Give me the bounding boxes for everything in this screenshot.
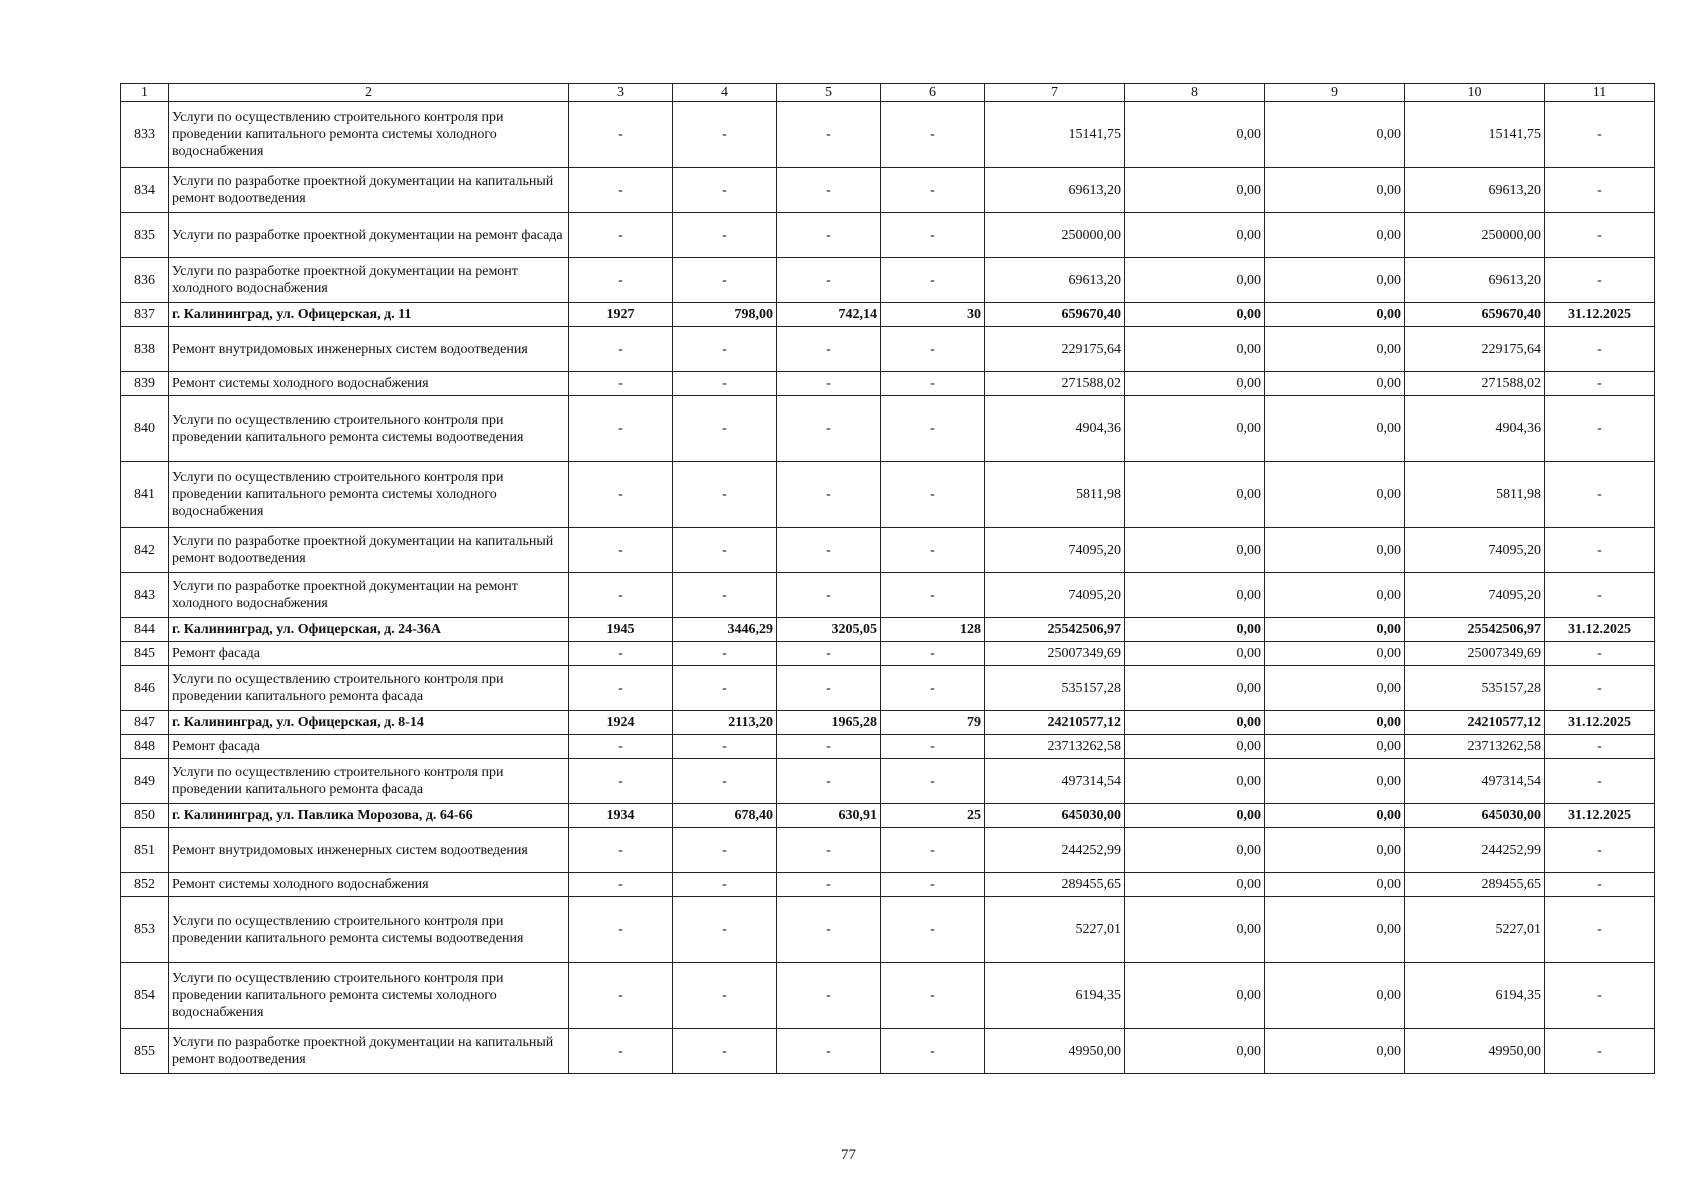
cell-col-6: - <box>881 213 985 258</box>
cell-col-10: 645030,00 <box>1405 804 1545 828</box>
cell-col-8: 0,00 <box>1125 735 1265 759</box>
cell-col-10: 229175,64 <box>1405 327 1545 372</box>
cell-col-11: - <box>1545 327 1655 372</box>
table-row <box>121 735 1655 759</box>
row-number: 839 <box>121 372 169 396</box>
cell-col-7: 289455,65 <box>985 873 1125 897</box>
row-number: 851 <box>121 828 169 873</box>
cell-col-7: 271588,02 <box>985 372 1125 396</box>
row-number: 836 <box>121 258 169 303</box>
cell-col-11: 31.12.2025 <box>1545 303 1655 327</box>
cell-col-4: - <box>673 462 777 528</box>
cell-col-7: 645030,00 <box>985 804 1125 828</box>
cell-col-11: - <box>1545 462 1655 528</box>
cell-col-8: 0,00 <box>1125 258 1265 303</box>
row-number: 852 <box>121 873 169 897</box>
cell-col-7: 74095,20 <box>985 573 1125 618</box>
cell-col-9: 0,00 <box>1265 873 1405 897</box>
cell-col-4: - <box>673 759 777 804</box>
cell-col-10: 5227,01 <box>1405 897 1545 963</box>
column-header: 10 <box>1405 84 1545 102</box>
cell-col-11: - <box>1545 528 1655 573</box>
cell-col-4: - <box>673 963 777 1029</box>
cell-col-9: 0,00 <box>1265 1029 1405 1074</box>
address-row <box>121 804 1655 828</box>
cell-col-10: 244252,99 <box>1405 828 1545 873</box>
table-row <box>121 213 1655 258</box>
cell-col-8: 0,00 <box>1125 963 1265 1029</box>
cell-col-3: - <box>569 735 673 759</box>
work-name: Ремонт системы холодного водоснабжения <box>169 372 569 396</box>
cell-col-4: - <box>673 642 777 666</box>
cell-col-8: 0,00 <box>1125 372 1265 396</box>
table-row <box>121 168 1655 213</box>
cell-col-10: 74095,20 <box>1405 573 1545 618</box>
cell-col-5: - <box>777 963 881 1029</box>
column-header: 8 <box>1125 84 1265 102</box>
cell-col-4: - <box>673 102 777 168</box>
cell-col-7: 15141,75 <box>985 102 1125 168</box>
cell-col-5: - <box>777 213 881 258</box>
address-row <box>121 711 1655 735</box>
cell-col-7: 49950,00 <box>985 1029 1125 1074</box>
cell-col-7: 229175,64 <box>985 327 1125 372</box>
cell-col-5: - <box>777 102 881 168</box>
cell-col-3: - <box>569 897 673 963</box>
cell-col-6: - <box>881 897 985 963</box>
work-name: Услуги по осуществлению строительного контроля при проведении капитального ремонта фасада <box>169 759 569 804</box>
work-name: Ремонт фасада <box>169 735 569 759</box>
cell-col-11: - <box>1545 258 1655 303</box>
cell-col-4: - <box>673 213 777 258</box>
cell-col-6: - <box>881 873 985 897</box>
table-row <box>121 642 1655 666</box>
cell-col-6: - <box>881 528 985 573</box>
cell-col-6: - <box>881 963 985 1029</box>
cell-col-9: 0,00 <box>1265 711 1405 735</box>
table-row <box>121 528 1655 573</box>
cell-col-5: - <box>777 1029 881 1074</box>
cell-col-3: - <box>569 327 673 372</box>
cell-col-9: 0,00 <box>1265 573 1405 618</box>
cell-col-3: - <box>569 963 673 1029</box>
table-row <box>121 873 1655 897</box>
cell-col-11: - <box>1545 666 1655 711</box>
row-number: 846 <box>121 666 169 711</box>
cell-col-3: - <box>569 102 673 168</box>
cell-col-5: - <box>777 372 881 396</box>
row-number: 835 <box>121 213 169 258</box>
cell-col-11: - <box>1545 372 1655 396</box>
cell-col-11: 31.12.2025 <box>1545 711 1655 735</box>
cell-col-9: 0,00 <box>1265 666 1405 711</box>
cell-col-6: - <box>881 462 985 528</box>
cell-col-10: 15141,75 <box>1405 102 1545 168</box>
cell-col-10: 69613,20 <box>1405 258 1545 303</box>
table-row <box>121 666 1655 711</box>
work-name: Услуги по разработке проектной документации на ремонт холодного водоснабжения <box>169 258 569 303</box>
cell-col-5: 3205,05 <box>777 618 881 642</box>
cell-col-11: - <box>1545 396 1655 462</box>
cell-col-7: 250000,00 <box>985 213 1125 258</box>
cell-col-4: - <box>673 897 777 963</box>
cell-col-7: 5227,01 <box>985 897 1125 963</box>
cell-col-9: 0,00 <box>1265 804 1405 828</box>
cell-col-6: - <box>881 642 985 666</box>
cell-col-7: 69613,20 <box>985 168 1125 213</box>
cell-col-8: 0,00 <box>1125 873 1265 897</box>
cell-col-6: - <box>881 168 985 213</box>
cell-col-11: - <box>1545 735 1655 759</box>
cell-col-4: - <box>673 327 777 372</box>
table-row <box>121 462 1655 528</box>
cell-col-5: - <box>777 327 881 372</box>
cell-col-10: 535157,28 <box>1405 666 1545 711</box>
cell-col-3: - <box>569 528 673 573</box>
work-name: Ремонт внутридомовых инженерных систем водоотведения <box>169 828 569 873</box>
cell-col-6: - <box>881 759 985 804</box>
cell-col-11: - <box>1545 897 1655 963</box>
table-body <box>121 84 1655 1074</box>
cell-col-9: 0,00 <box>1265 213 1405 258</box>
table-row <box>121 102 1655 168</box>
cell-col-8: 0,00 <box>1125 759 1265 804</box>
cell-col-3: - <box>569 573 673 618</box>
cell-col-5: 742,14 <box>777 303 881 327</box>
table-row <box>121 573 1655 618</box>
cell-col-10: 69613,20 <box>1405 168 1545 213</box>
table-row <box>121 372 1655 396</box>
cell-col-3: - <box>569 1029 673 1074</box>
cell-col-5: - <box>777 396 881 462</box>
work-name: г. Калининград, ул. Павлика Морозова, д. 64-66 <box>169 804 569 828</box>
column-header: 9 <box>1265 84 1405 102</box>
cell-col-3: - <box>569 168 673 213</box>
cell-col-4: - <box>673 528 777 573</box>
cell-col-11: - <box>1545 1029 1655 1074</box>
table-row <box>121 396 1655 462</box>
row-number: 841 <box>121 462 169 528</box>
row-number: 853 <box>121 897 169 963</box>
cell-col-9: 0,00 <box>1265 618 1405 642</box>
table-row <box>121 1029 1655 1074</box>
cell-col-11: - <box>1545 168 1655 213</box>
cell-col-10: 271588,02 <box>1405 372 1545 396</box>
row-number: 850 <box>121 804 169 828</box>
cell-col-7: 23713262,58 <box>985 735 1125 759</box>
cell-col-5: 1965,28 <box>777 711 881 735</box>
address-row <box>121 618 1655 642</box>
table-row <box>121 327 1655 372</box>
row-number: 843 <box>121 573 169 618</box>
cell-col-3: - <box>569 462 673 528</box>
cell-col-7: 4904,36 <box>985 396 1125 462</box>
row-number: 838 <box>121 327 169 372</box>
row-number: 855 <box>121 1029 169 1074</box>
cell-col-5: - <box>777 573 881 618</box>
cell-col-3: - <box>569 666 673 711</box>
cell-col-5: - <box>777 873 881 897</box>
cell-col-9: 0,00 <box>1265 759 1405 804</box>
cell-col-7: 74095,20 <box>985 528 1125 573</box>
work-name: Ремонт внутридомовых инженерных систем водоотведения <box>169 327 569 372</box>
cell-col-7: 25542506,97 <box>985 618 1125 642</box>
column-header: 6 <box>881 84 985 102</box>
cell-col-11: - <box>1545 828 1655 873</box>
cell-col-3: - <box>569 759 673 804</box>
cell-col-7: 535157,28 <box>985 666 1125 711</box>
cell-col-6: - <box>881 828 985 873</box>
address-row <box>121 303 1655 327</box>
cell-col-10: 659670,40 <box>1405 303 1545 327</box>
cell-col-4: - <box>673 396 777 462</box>
cell-col-8: 0,00 <box>1125 897 1265 963</box>
cell-col-4: - <box>673 735 777 759</box>
work-name: г. Калининград, ул. Офицерская, д. 8-14 <box>169 711 569 735</box>
table-row <box>121 897 1655 963</box>
cell-col-4: - <box>673 1029 777 1074</box>
row-number: 849 <box>121 759 169 804</box>
cell-col-7: 69613,20 <box>985 258 1125 303</box>
row-number: 840 <box>121 396 169 462</box>
cell-col-9: 0,00 <box>1265 735 1405 759</box>
cell-col-11: 31.12.2025 <box>1545 804 1655 828</box>
cell-col-10: 4904,36 <box>1405 396 1545 462</box>
cell-col-5: - <box>777 735 881 759</box>
row-number: 848 <box>121 735 169 759</box>
cell-col-11: - <box>1545 213 1655 258</box>
cell-col-8: 0,00 <box>1125 1029 1265 1074</box>
work-name: г. Калининград, ул. Офицерская, д. 11 <box>169 303 569 327</box>
column-header: 4 <box>673 84 777 102</box>
cell-col-8: 0,00 <box>1125 327 1265 372</box>
cell-col-5: - <box>777 528 881 573</box>
cell-col-9: 0,00 <box>1265 303 1405 327</box>
work-name: Услуги по осуществлению строительного контроля при проведении капитального ремонта системы холодного водоснабжения <box>169 963 569 1029</box>
cell-col-6: - <box>881 1029 985 1074</box>
column-header: 2 <box>169 84 569 102</box>
cell-col-10: 24210577,12 <box>1405 711 1545 735</box>
cell-col-3: - <box>569 873 673 897</box>
cell-col-4: 798,00 <box>673 303 777 327</box>
cell-col-4: - <box>673 168 777 213</box>
work-name: Услуги по осуществлению строительного контроля при проведении капитального ремонта системы водоотведения <box>169 897 569 963</box>
column-header: 1 <box>121 84 169 102</box>
cell-col-9: 0,00 <box>1265 828 1405 873</box>
cell-col-3: 1945 <box>569 618 673 642</box>
work-name: г. Калининград, ул. Офицерская, д. 24-36А <box>169 618 569 642</box>
row-number: 847 <box>121 711 169 735</box>
data-table <box>120 83 1655 1074</box>
cell-col-5: - <box>777 828 881 873</box>
column-number-row <box>121 84 1655 102</box>
cell-col-5: - <box>777 759 881 804</box>
cell-col-6: - <box>881 372 985 396</box>
cell-col-5: - <box>777 642 881 666</box>
cell-col-8: 0,00 <box>1125 303 1265 327</box>
work-name: Услуги по разработке проектной документации на ремонт холодного водоснабжения <box>169 573 569 618</box>
cell-col-6: - <box>881 666 985 711</box>
cell-col-5: - <box>777 462 881 528</box>
cell-col-6: 128 <box>881 618 985 642</box>
cell-col-6: - <box>881 258 985 303</box>
cell-col-11: - <box>1545 102 1655 168</box>
cell-col-6: 25 <box>881 804 985 828</box>
cell-col-7: 24210577,12 <box>985 711 1125 735</box>
cell-col-4: - <box>673 573 777 618</box>
cell-col-6: 79 <box>881 711 985 735</box>
cell-col-6: 30 <box>881 303 985 327</box>
column-header: 11 <box>1545 84 1655 102</box>
cell-col-11: - <box>1545 963 1655 1029</box>
cell-col-8: 0,00 <box>1125 528 1265 573</box>
cell-col-10: 5811,98 <box>1405 462 1545 528</box>
cell-col-9: 0,00 <box>1265 327 1405 372</box>
cell-col-4: - <box>673 258 777 303</box>
cell-col-4: - <box>673 666 777 711</box>
cell-col-9: 0,00 <box>1265 258 1405 303</box>
cell-col-8: 0,00 <box>1125 642 1265 666</box>
cell-col-7: 497314,54 <box>985 759 1125 804</box>
column-header: 3 <box>569 84 673 102</box>
cell-col-3: 1934 <box>569 804 673 828</box>
cell-col-8: 0,00 <box>1125 711 1265 735</box>
cell-col-11: - <box>1545 873 1655 897</box>
cell-col-11: - <box>1545 642 1655 666</box>
cell-col-8: 0,00 <box>1125 462 1265 528</box>
cell-col-11: - <box>1545 573 1655 618</box>
work-name: Услуги по разработке проектной документации на капитальный ремонт водоотведения <box>169 1029 569 1074</box>
table-row <box>121 963 1655 1029</box>
cell-col-5: - <box>777 258 881 303</box>
cell-col-4: 2113,20 <box>673 711 777 735</box>
cell-col-5: 630,91 <box>777 804 881 828</box>
cell-col-8: 0,00 <box>1125 396 1265 462</box>
cell-col-11: 31.12.2025 <box>1545 618 1655 642</box>
cell-col-8: 0,00 <box>1125 168 1265 213</box>
cell-col-6: - <box>881 573 985 618</box>
table-row <box>121 759 1655 804</box>
cell-col-8: 0,00 <box>1125 213 1265 258</box>
cell-col-10: 74095,20 <box>1405 528 1545 573</box>
cell-col-10: 25007349,69 <box>1405 642 1545 666</box>
cell-col-3: - <box>569 258 673 303</box>
cell-col-8: 0,00 <box>1125 573 1265 618</box>
work-name: Услуги по осуществлению строительного контроля при проведении капитального ремонта системы холодного водоснабжения <box>169 102 569 168</box>
table-row <box>121 828 1655 873</box>
cell-col-4: - <box>673 873 777 897</box>
row-number: 837 <box>121 303 169 327</box>
column-header: 7 <box>985 84 1125 102</box>
cell-col-4: - <box>673 828 777 873</box>
cell-col-3: 1927 <box>569 303 673 327</box>
cell-col-7: 659670,40 <box>985 303 1125 327</box>
work-name: Услуги по разработке проектной документации на ремонт фасада <box>169 213 569 258</box>
cell-col-3: - <box>569 642 673 666</box>
row-number: 854 <box>121 963 169 1029</box>
row-number: 834 <box>121 168 169 213</box>
cell-col-9: 0,00 <box>1265 642 1405 666</box>
cell-col-3: 1924 <box>569 711 673 735</box>
cell-col-9: 0,00 <box>1265 168 1405 213</box>
cell-col-8: 0,00 <box>1125 828 1265 873</box>
cell-col-10: 6194,35 <box>1405 963 1545 1029</box>
work-name: Услуги по разработке проектной документации на капитальный ремонт водоотведения <box>169 528 569 573</box>
work-name: Ремонт системы холодного водоснабжения <box>169 873 569 897</box>
cell-col-9: 0,00 <box>1265 102 1405 168</box>
cell-col-8: 0,00 <box>1125 102 1265 168</box>
cell-col-3: - <box>569 213 673 258</box>
cell-col-11: - <box>1545 759 1655 804</box>
work-name: Услуги по осуществлению строительного контроля при проведении капитального ремонта системы водоотведения <box>169 396 569 462</box>
page-number: 77 <box>841 1147 856 1163</box>
cell-col-8: 0,00 <box>1125 804 1265 828</box>
cell-col-3: - <box>569 828 673 873</box>
row-number: 842 <box>121 528 169 573</box>
cell-col-10: 289455,65 <box>1405 873 1545 897</box>
cell-col-9: 0,00 <box>1265 372 1405 396</box>
cell-col-6: - <box>881 396 985 462</box>
cell-col-10: 250000,00 <box>1405 213 1545 258</box>
work-name: Ремонт фасада <box>169 642 569 666</box>
cell-col-6: - <box>881 102 985 168</box>
row-number: 845 <box>121 642 169 666</box>
cell-col-3: - <box>569 396 673 462</box>
cell-col-7: 6194,35 <box>985 963 1125 1029</box>
cell-col-9: 0,00 <box>1265 396 1405 462</box>
work-name: Услуги по осуществлению строительного контроля при проведении капитального ремонта фасада <box>169 666 569 711</box>
cell-col-10: 49950,00 <box>1405 1029 1545 1074</box>
cell-col-9: 0,00 <box>1265 897 1405 963</box>
column-header: 5 <box>777 84 881 102</box>
cell-col-8: 0,00 <box>1125 618 1265 642</box>
row-number: 833 <box>121 102 169 168</box>
cell-col-5: - <box>777 666 881 711</box>
row-number: 844 <box>121 618 169 642</box>
cell-col-4: 678,40 <box>673 804 777 828</box>
cell-col-10: 23713262,58 <box>1405 735 1545 759</box>
cell-col-6: - <box>881 327 985 372</box>
work-name: Услуги по разработке проектной документации на капитальный ремонт водоотведения <box>169 168 569 213</box>
cell-col-10: 497314,54 <box>1405 759 1545 804</box>
cell-col-5: - <box>777 168 881 213</box>
work-name: Услуги по осуществлению строительного контроля при проведении капитального ремонта системы холодного водоснабжения <box>169 462 569 528</box>
cell-col-9: 0,00 <box>1265 963 1405 1029</box>
cell-col-5: - <box>777 897 881 963</box>
cell-col-8: 0,00 <box>1125 666 1265 711</box>
cell-col-4: 3446,29 <box>673 618 777 642</box>
table-row <box>121 258 1655 303</box>
cell-col-9: 0,00 <box>1265 462 1405 528</box>
cell-col-4: - <box>673 372 777 396</box>
cell-col-7: 5811,98 <box>985 462 1125 528</box>
cell-col-7: 244252,99 <box>985 828 1125 873</box>
cell-col-6: - <box>881 735 985 759</box>
cell-col-10: 25542506,97 <box>1405 618 1545 642</box>
cell-col-9: 0,00 <box>1265 528 1405 573</box>
cell-col-7: 25007349,69 <box>985 642 1125 666</box>
cell-col-3: - <box>569 372 673 396</box>
